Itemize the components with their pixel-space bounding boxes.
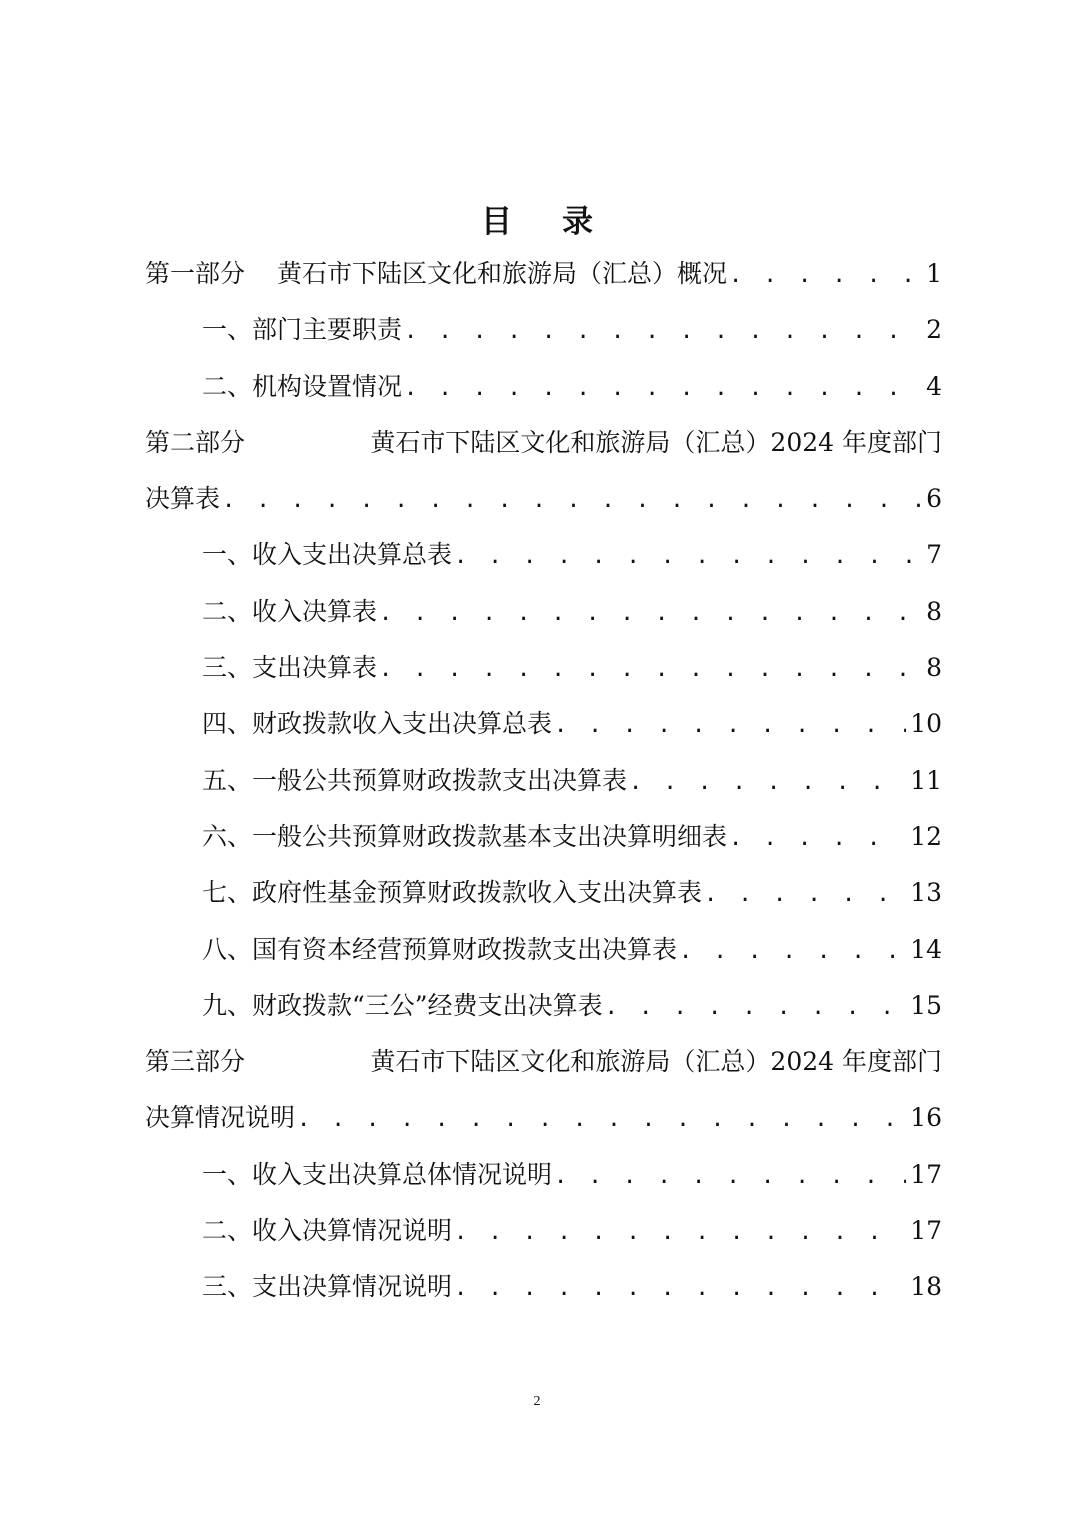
toc-entry-label: 二、收入决算情况说明 [202, 1216, 453, 1246]
toc-entry-label: 六、一般公共预算财政拨款基本支出决算明细表 [202, 821, 728, 851]
toc-entry-label [145, 246, 727, 302]
leader-dots [454, 529, 922, 585]
toc-entry-label [145, 415, 942, 471]
toc-entry-label: 二、收入决算表 [202, 596, 378, 626]
toc-page-number: 10 [910, 709, 942, 739]
toc-entry[interactable] [145, 865, 942, 921]
toc-page-number: 17 [910, 1159, 942, 1189]
leader-dots [679, 924, 906, 980]
toc-entry-part-3[interactable] [145, 1090, 942, 1146]
toc-entry-label: 五、一般公共预算财政拨款支出决算表 [202, 765, 628, 795]
toc-entry[interactable] [145, 978, 942, 1034]
toc-page-number: 15 [910, 990, 942, 1020]
toc-entry[interactable] [145, 527, 942, 583]
toc-page-number: 7 [926, 540, 942, 570]
toc-entry[interactable] [145, 922, 942, 978]
toc-entry[interactable] [145, 302, 942, 358]
toc-entry[interactable] [145, 359, 942, 415]
toc-entry[interactable] [145, 1203, 942, 1259]
toc-entry[interactable] [145, 753, 942, 809]
leader-dots [404, 361, 922, 417]
toc-entry-part-2-heading[interactable] [145, 415, 942, 471]
leader-dots [404, 304, 922, 360]
leader-dots [297, 1092, 906, 1148]
toc-page-number: 14 [910, 934, 942, 964]
part-title: 黄石市下陆区文化和旅游局（汇总）2024 年度部门 [370, 427, 942, 457]
toc-entry[interactable] [145, 1147, 942, 1203]
leader-dots [454, 1205, 906, 1261]
toc-entry-label: 一、收入支出决算总体情况说明 [202, 1159, 553, 1189]
leader-dots [554, 1149, 906, 1205]
toc-entry[interactable] [145, 809, 942, 865]
part-label: 第一部分 [145, 259, 246, 288]
toc-entry[interactable] [145, 1259, 942, 1315]
toc-entry-label: 九、财政拨款“三公”经费支出决算表 [202, 990, 603, 1020]
part-title: 黄石市下陆区文化和旅游局（汇总）概况 [277, 259, 728, 288]
toc-page-number: 6 [926, 484, 942, 514]
toc-page-number: 1 [926, 259, 942, 288]
page-number-footer: 2 [533, 1394, 541, 1409]
leader-dots [454, 1261, 906, 1317]
toc-entry-label: 七、政府性基金预算财政拨款收入支出决算表 [202, 878, 703, 908]
toc-page-number: 18 [910, 1272, 942, 1302]
toc-entry-part-1[interactable] [145, 246, 942, 302]
leader-dots [629, 755, 906, 811]
toc-entry-label [145, 1034, 942, 1090]
part-label: 第三部分 [145, 1047, 246, 1077]
toc-entry-label: 四、财政拨款收入支出决算总表 [202, 709, 553, 739]
toc-page-number: 17 [910, 1216, 942, 1246]
toc-entry[interactable] [145, 584, 942, 640]
toc-title-right: 录 [562, 204, 593, 240]
toc-title [0, 196, 1074, 241]
leader-dots [605, 980, 907, 1036]
toc-page-number: 13 [910, 878, 942, 908]
toc-page-number: 4 [926, 371, 942, 401]
toc-entry-label: 一、部门主要职责 [202, 315, 403, 345]
table-of-contents [145, 246, 942, 1316]
toc-title-left: 目 [481, 204, 512, 240]
toc-entry-label: 一、收入支出决算总表 [202, 540, 453, 570]
toc-page-number: 2 [926, 315, 942, 345]
leader-dots [379, 586, 922, 642]
toc-entry-label: 八、国有资本经营预算财政拨款支出决算表 [202, 934, 678, 964]
toc-entry-label: 决算表 [145, 484, 221, 514]
toc-entry[interactable] [145, 640, 942, 696]
toc-entry-part-2[interactable] [145, 471, 942, 527]
toc-entry-label: 三、支出决算情况说明 [202, 1272, 453, 1302]
toc-entry-part-3-heading[interactable] [145, 1034, 942, 1090]
toc-entry-label: 决算情况说明 [145, 1103, 296, 1133]
toc-entry-label: 三、支出决算表 [202, 653, 378, 683]
leader-dots [554, 698, 906, 754]
toc-page-number: 8 [926, 653, 942, 683]
toc-page-number: 11 [910, 765, 942, 795]
toc-page-number: 12 [910, 821, 942, 851]
toc-entry-label: 二、机构设置情况 [202, 371, 403, 401]
leader-dots [729, 811, 906, 867]
leader-dots [729, 248, 922, 304]
toc-page-number: 16 [910, 1103, 942, 1133]
toc-page-number: 8 [926, 596, 942, 626]
leader-dots [222, 473, 922, 529]
leader-dots [704, 867, 906, 923]
part-label: 第二部分 [145, 427, 246, 457]
leader-dots [379, 642, 922, 698]
toc-entry[interactable] [145, 696, 942, 752]
part-title: 黄石市下陆区文化和旅游局（汇总）2024 年度部门 [370, 1047, 942, 1077]
